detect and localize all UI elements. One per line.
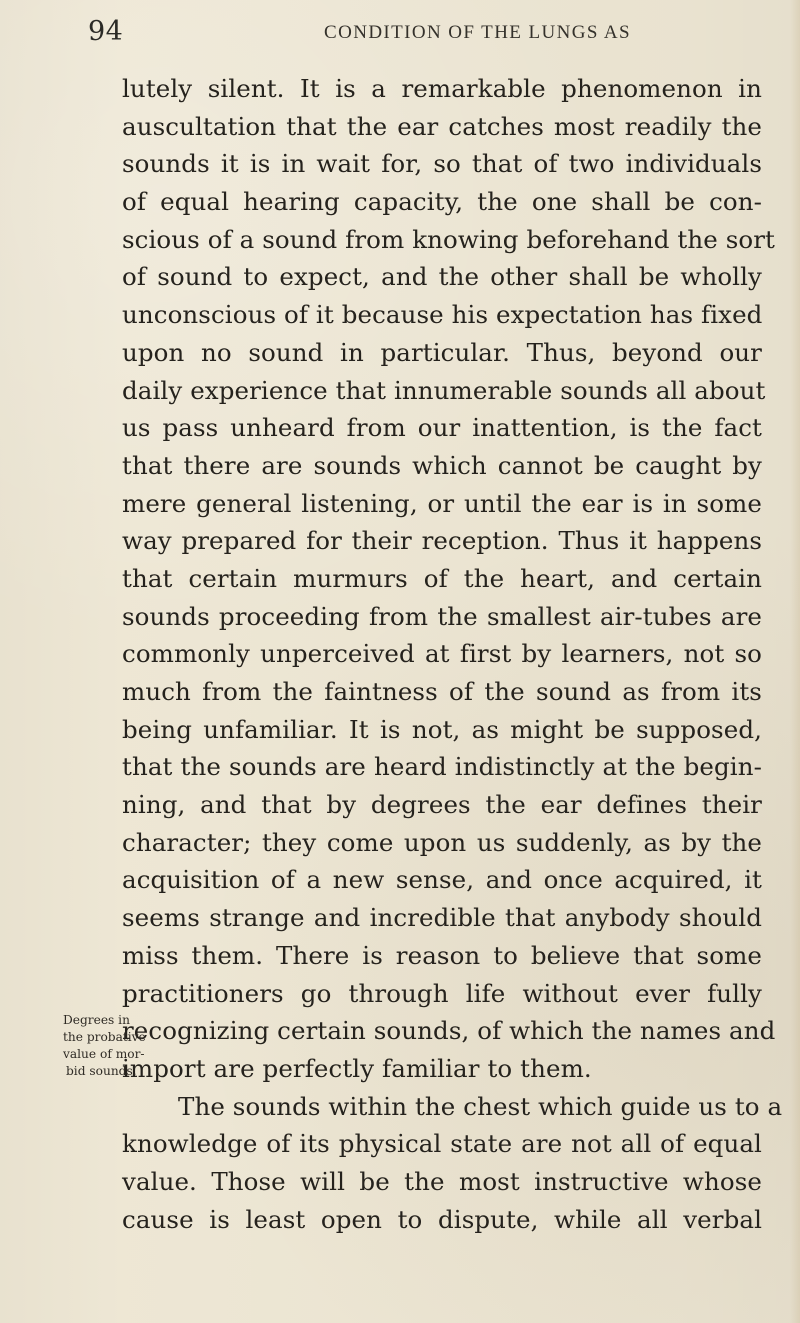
text-line: miss them. There is reason to believe that some — [122, 940, 762, 970]
text-line: that there are sounds which cannot be caught by — [122, 450, 762, 480]
text-line: auscultation that the ear catches most readily the — [122, 111, 762, 141]
text-line: being unfamiliar. It is not, as might be supposed, — [122, 714, 762, 744]
margin-note-line: value of mor- — [63, 1047, 145, 1061]
text-line: upon no sound in particular. Thus, beyond our — [122, 337, 762, 367]
text-line: cause is least open to dispute, while all verbal — [122, 1204, 762, 1234]
text-line: practitioners go through life without ever fully — [122, 978, 762, 1008]
text-line: much from the faintness of the sound as from its — [122, 677, 762, 706]
text-line: knowledge of its physical state are not all of equal — [122, 1129, 762, 1159]
main-text-block — [122, 70, 783, 1238]
text-line: acquisition of a new sense, and once acquired, it — [122, 865, 762, 895]
text-line: that the sounds are heard indistinctly at the begin- — [122, 752, 762, 782]
page-edge-shadow — [790, 0, 800, 1323]
text-line: mere general listening, or until the ear is in some — [122, 488, 762, 518]
text-line: of sound to expect, and the other shall be wholly — [122, 262, 762, 292]
text-line: that certain murmurs of the heart, and certain — [122, 563, 762, 593]
text-line: character; they come upon us suddenly, as by the — [122, 827, 762, 857]
paragraph-first-line: The sounds within the chest which guide us to a — [178, 1091, 783, 1121]
text-line: recognizing certain sounds, of which the names and — [122, 1016, 776, 1046]
text-line: sounds it is in wait for, so that of two individuals — [122, 149, 762, 179]
margin-note-line: Degrees in — [63, 1013, 130, 1027]
text-line: import are perfectly familiar to them. — [122, 1053, 592, 1083]
text-line: value. Those will be the most instructive whose — [122, 1166, 762, 1196]
text-line: ning, and that by degrees the ear defines their — [122, 790, 762, 820]
text-line: unconscious of it because his expectation has fixed — [122, 300, 763, 330]
text-line: sounds proceeding from the smallest air-tubes are — [122, 601, 762, 631]
text-line: us pass unheard from our inattention, is the fact — [122, 413, 762, 443]
text-line: way prepared for their reception. Thus it happens — [122, 526, 762, 556]
text-line: commonly unperceived at first by learners, not so — [122, 639, 762, 669]
margin-note-line: bid sounds. — [66, 1064, 137, 1078]
page-header — [88, 18, 788, 52]
margin-note — [63, 1012, 146, 1080]
text-line: seems strange and incredible that anybody should — [122, 903, 762, 933]
running-title: CONDITION OF THE LUNGS AS — [324, 22, 631, 43]
text-line: scious of a sound from knowing beforehand the sort — [122, 224, 775, 254]
text-line: lutely silent. It is a remarkable phenomenon in — [122, 74, 762, 103]
margin-note-line: the probative — [63, 1030, 146, 1044]
page-number: 94 — [88, 16, 124, 47]
text-line: of equal hearing capacity, the one shall be con- — [122, 187, 762, 217]
text-line: daily experience that innumerable sounds all about — [122, 375, 766, 405]
